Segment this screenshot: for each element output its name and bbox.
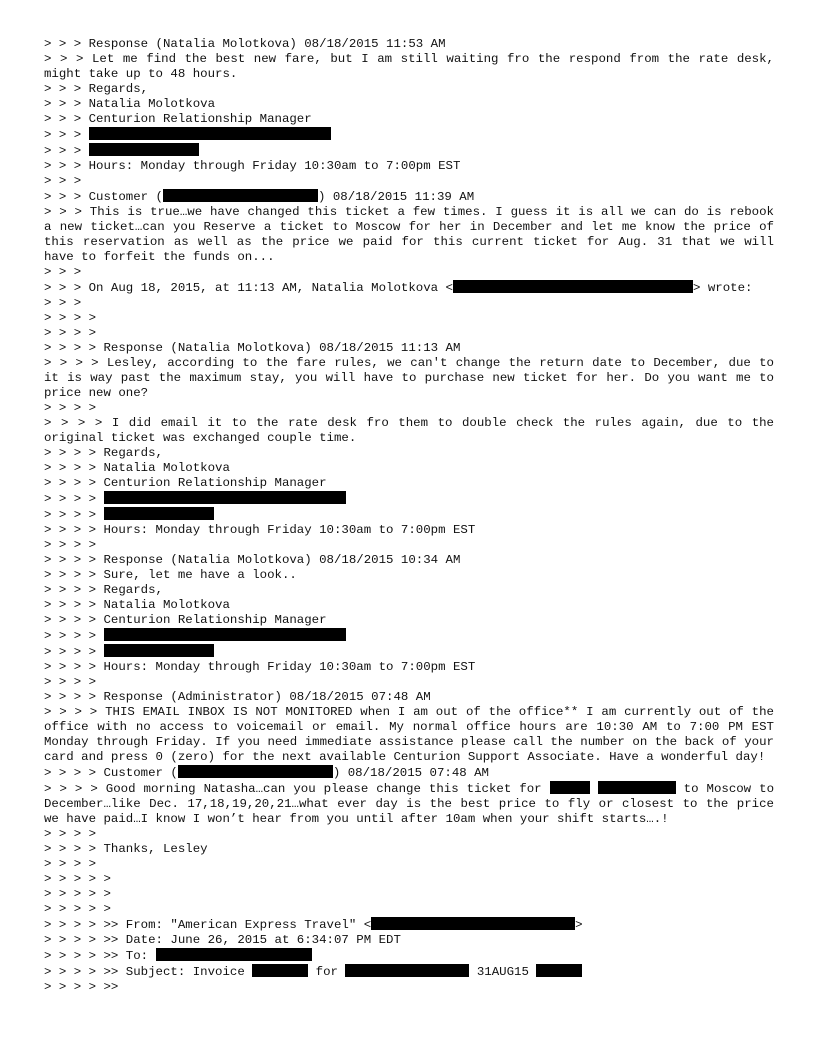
line-text: for: [308, 965, 346, 979]
text-line: [44, 127, 774, 143]
text-line: [44, 660, 774, 675]
line-text: > > >: [44, 296, 82, 310]
text-line: [44, 507, 774, 523]
text-line: [44, 933, 774, 948]
line-text: > > > >: [44, 508, 104, 522]
line-text: > > > On Aug 18, 2015, at 11:13 AM, Natalia Molotkova <: [44, 281, 453, 295]
line-text: > > > > Thanks, Lesley: [44, 842, 208, 856]
line-text: to Moscow to December…like Dec. 17,18,19,20,21…what ever day is the best price to fly or closest to the price we have paid…I know I won’t hear from you until after 10am when your shift starts….!: [44, 782, 782, 826]
line-text: > > > Hours: Monday through Friday 10:30am to 7:00pm EST: [44, 159, 461, 173]
text-line: [44, 159, 774, 174]
text-line: [44, 174, 774, 189]
redaction-bar: [156, 948, 312, 961]
email-thread: [44, 37, 782, 995]
text-line: [44, 356, 782, 401]
text-line: [44, 311, 774, 326]
text-line: [44, 416, 782, 446]
text-line: [44, 917, 774, 933]
text-line: [44, 568, 774, 583]
text-line: [44, 401, 774, 416]
text-line: [44, 553, 774, 568]
line-text: > > > > >>: [44, 980, 119, 994]
text-line: [44, 948, 774, 964]
line-text: > > > > I did email it to the rate desk fro them to double check the rules again, due to the original ticket was exchanged couple time.: [44, 416, 782, 445]
line-text: > > > > Hours: Monday through Friday 10:30am to 7:00pm EST: [44, 523, 476, 537]
redaction-bar: [453, 280, 693, 293]
text-line: [44, 902, 774, 917]
line-text: > > > >: [44, 311, 97, 325]
redaction-bar: [598, 781, 676, 794]
text-line: [44, 644, 774, 660]
line-text: > > >: [44, 144, 89, 158]
line-text: > > > > >> Subject: Invoice: [44, 965, 253, 979]
line-text: > > >: [44, 265, 82, 279]
redaction-bar: [345, 964, 469, 977]
line-text: > > > >: [44, 675, 97, 689]
text-line: [44, 690, 774, 705]
text-line: [44, 189, 774, 205]
text-line: [44, 280, 774, 296]
line-text: > > > >: [44, 629, 104, 643]
redaction-bar: [252, 964, 308, 977]
text-line: [44, 523, 774, 538]
line-text: > > > > THIS EMAIL INBOX IS NOT MONITORED when I am out of the office** I am currently out of the office with no access to voicemail or email. My normal office hours are 10:30 AM to 7:00 PM EST Monday through Friday. If you need immediate assistance please call the number on the back of your card and press 0 (zero) for the next available Centurion Support Associate. Have a wonderful day!: [44, 705, 782, 764]
text-line: [44, 265, 774, 280]
redaction-bar: [550, 781, 590, 794]
line-text: > > > > Good morning Natasha…can you please change this ticket for: [44, 782, 550, 796]
line-text: > > > > Natalia Molotkova: [44, 461, 230, 475]
line-text: > > > > >: [44, 887, 111, 901]
text-line: [44, 326, 774, 341]
line-text: > > > > Customer (: [44, 766, 178, 780]
line-text: > > > Let me find the best new fare, but I am still waiting fro the respond from the rate desk, might take up to 48 hours.: [44, 52, 782, 81]
text-line: [44, 37, 774, 52]
redaction-bar: [178, 765, 333, 778]
redaction-bar: [104, 644, 214, 657]
text-line: [44, 461, 774, 476]
line-text: > > > > Regards,: [44, 446, 163, 460]
redaction-bar: [163, 189, 318, 202]
line-text: > > > Centurion Relationship Manager: [44, 112, 312, 126]
text-line: [44, 842, 774, 857]
line-text: 31AUG15: [469, 965, 537, 979]
line-text: > > > > Natalia Molotkova: [44, 598, 230, 612]
line-text: > > > > >: [44, 902, 111, 916]
text-line: [44, 52, 782, 82]
line-text: > > > >: [44, 827, 97, 841]
line-text: ) 08/18/2015 07:48 AM: [332, 766, 489, 780]
line-text: > > > > Response (Natalia Molotkova) 08/18/2015 10:34 AM: [44, 553, 461, 567]
line-text: ) 08/18/2015 11:39 AM: [317, 190, 475, 204]
line-text: > > > Regards,: [44, 82, 149, 96]
line-text: > > > > Response (Administrator) 08/18/2015 07:48 AM: [44, 690, 431, 704]
line-text: > > > > Sure, let me have a look..: [44, 568, 297, 582]
text-line: [44, 112, 774, 127]
redaction-bar: [104, 507, 214, 520]
line-text: > > > >: [44, 857, 97, 871]
text-line: [44, 781, 782, 827]
text-line: [44, 705, 782, 765]
text-line: [44, 538, 774, 553]
line-text: > > > > Hours: Monday through Friday 10:30am to 7:00pm EST: [44, 660, 476, 674]
text-line: [44, 97, 774, 112]
line-text: > > > >: [44, 645, 104, 659]
text-line: [44, 872, 774, 887]
text-line: [44, 827, 774, 842]
redaction-bar: [89, 127, 331, 140]
text-line: [44, 205, 782, 265]
text-line: [44, 980, 774, 995]
text-line: [44, 476, 774, 491]
line-text: > > > This is true…we have changed this ticket a few times. I guess it is all we can do is rebook a new ticket…can you Reserve a ticket to Moscow for her in December and let me know the price of this reservation as well as the price we paid for this current ticket for Aug. 31 that we will have to forfeit the funds on...: [44, 205, 782, 264]
redaction-bar: [89, 143, 199, 156]
redaction-bar: [536, 964, 582, 977]
line-text: > > > > >> From: "American Express Travel" <: [44, 918, 372, 932]
redaction-bar: [104, 491, 346, 504]
text-line: [44, 887, 774, 902]
line-text: > > > >: [44, 538, 97, 552]
line-text: > > > >: [44, 492, 104, 506]
line-text: > > > > >> Date: June 26, 2015 at 6:34:07 PM EDT: [44, 933, 401, 947]
line-text: > > > > >> To:: [44, 949, 156, 963]
line-text: > > > > Centurion Relationship Manager: [44, 476, 327, 490]
text-line: [44, 82, 774, 97]
text-line: [44, 613, 774, 628]
line-text: > > > >: [44, 401, 97, 415]
text-line: [44, 446, 774, 461]
text-line: [44, 341, 774, 356]
text-line: [44, 628, 774, 644]
text-line: [44, 857, 774, 872]
text-line: [44, 583, 774, 598]
line-text: > > > > Response (Natalia Molotkova) 08/18/2015 11:13 AM: [44, 341, 461, 355]
line-text: > > >: [44, 128, 89, 142]
redaction-bar: [104, 628, 346, 641]
line-text: > > > Customer (: [44, 190, 163, 204]
text-line: [44, 598, 774, 613]
text-line: [44, 143, 774, 159]
line-text: [590, 782, 598, 796]
text-line: [44, 491, 774, 507]
line-text: > > >: [44, 174, 82, 188]
line-text: > > > > Lesley, according to the fare rules, we can't change the return date to December, due to it is way past the maximum stay, you will have to purchase new ticket for her. Do you want me to price new one?: [44, 356, 782, 400]
line-text: >: [575, 918, 583, 932]
text-line: [44, 296, 774, 311]
line-text: > > > > Centurion Relationship Manager: [44, 613, 327, 627]
redaction-bar: [371, 917, 575, 930]
line-text: > > > Natalia Molotkova: [44, 97, 216, 111]
text-line: [44, 765, 774, 781]
line-text: > > > >: [44, 326, 97, 340]
text-line: [44, 964, 774, 980]
line-text: > > > > Regards,: [44, 583, 163, 597]
line-text: > > > Response (Natalia Molotkova) 08/18/2015 11:53 AM: [44, 37, 446, 51]
text-line: [44, 675, 774, 690]
line-text: > wrote:: [692, 281, 753, 295]
line-text: > > > > >: [44, 872, 111, 886]
